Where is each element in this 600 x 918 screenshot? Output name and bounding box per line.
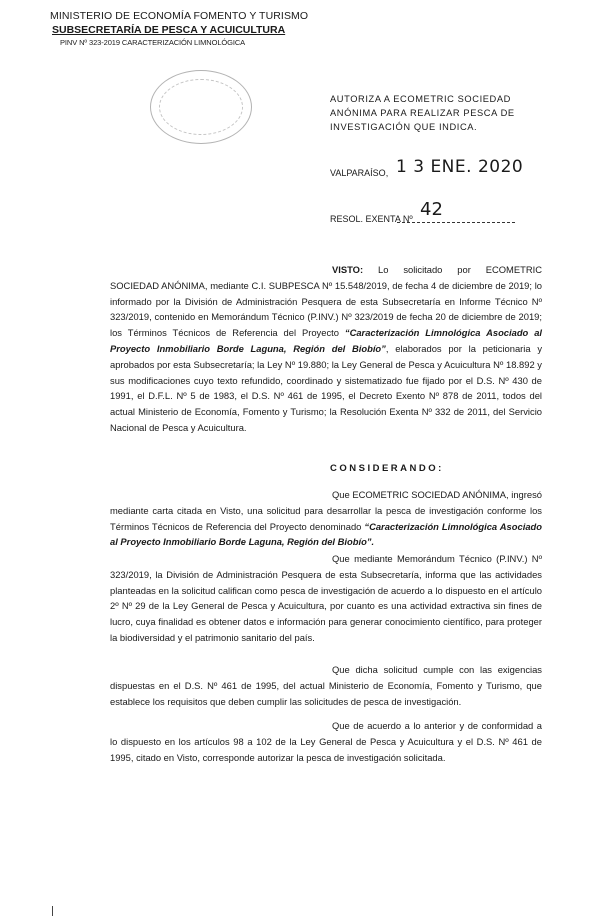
place-label: VALPARAÍSO,: [330, 168, 389, 178]
visto-text-2: , elaborados por la peticionaria y aprobados por esta Subsecretaría; la Ley Nº 19.880; la Ley General de Pesca y Acuicultura Nº 18.892 y sus modificaciones cuyo texto refundido, coordinado y sistematizado fue fijado por el D.S. Nº 430 de 1991, el D.F.L. Nº 5 de 1983, el D.S. Nº 461 de 1995, el Decreto Exento Nº 878 de 2011, todos del actual Ministerio de Economía, Fomento y Turismo; la Resolución Exenta Nº 332 de 2011, del Servicio Nacional de Pesca y Acuicultura.: [110, 342, 543, 433]
scan-edge-mark: [52, 906, 53, 916]
subsecretaria-name: SUBSECRETARÍA DE PESCA Y ACUICULTURA: [52, 24, 286, 36]
considerando-1-text: Que ECOMETRIC SOCIEDAD ANÓNIMA, ingresó mediante carta citada en Visto, una solicitud para desarrollar la pesca de investigación conforme los Términos Técnicos de Referencia del Proyecto denominado: [110, 489, 542, 532]
resolution-label: RESOL. EXENTA Nº: [330, 214, 413, 224]
considerando-paragraph-3: Que dicha solicitud cumple con las exigencias dispuestas en el D.S. Nº 461 de 1995, del actual Ministerio de Economía, Fomento y Turismo, que establece los requisitos que deben cumplir las solicitudes de pesca de investigación.: [110, 664, 542, 707]
visto-text-1: Lo solicitado por ECOMETRIC SOCIEDAD ANÓNIMA, mediante C.I. SUBPESCA Nº 15.548/2019, de fecha 4 de diciembre de 2019; lo informado por la División de Administración Pesquera de esta Subsecretaría en Informe Técnico Nº 323/2019, contenido en Memorándum Técnico (P.INV.) Nº 323/2019 de fecha 20 de diciembre de 2019; los Términos Técnicos de Referencia del Proyecto: [110, 264, 542, 339]
visto-paragraph: [110, 262, 542, 436]
considerando-heading: CONSIDERANDO:: [330, 463, 444, 474]
ministry-name: MINISTERIO DE ECONOMÍA FOMENTO Y TURISMO: [50, 10, 309, 22]
seal-inner-ring: [159, 79, 243, 135]
official-seal-stamp: [150, 70, 252, 144]
considerando-paragraph-1: [110, 487, 542, 550]
considerando-paragraph-4: Que de acuerdo a lo anterior y de conformidad a lo dispuesto en los artículos 98 a 102 de la Ley General de Pesca y Acuicultura y el D.S. Nº 461 de 1995, citado en Visto, corresponde autorizar la pesca de investigación solicitada.: [110, 720, 542, 763]
considerando-1-project-name: “Caracterización Limnológica Asociado al Proyecto Inmobiliario Borde Laguna, Región del Biobío”.: [110, 520, 542, 548]
visto-project-name: “Caracterización Limnológica Asociado al Proyecto Inmobiliario Borde Laguna, Región del Biobío”: [110, 327, 543, 354]
resolution-number: 42: [420, 199, 443, 220]
resolution-subject: AUTORIZA A ECOMETRIC SOCIEDAD ANÓNIMA PARA REALIZAR PESCA DE INVESTIGACIÓN QUE INDICA.: [330, 94, 515, 132]
document-reference: PINV Nº 323-2019 CARACTERIZACIÓN LIMNOLÓGICA: [60, 38, 246, 47]
resolution-number-rule: [397, 222, 515, 223]
considerando-paragraph-2: Que mediante Memorándum Técnico (P.INV.) Nº 323/2019, la División de Administración Pesquera de esta Subsecretaría, informa que las actividades planteadas en la solicitud califican como pesca de investigación de acuerdo a lo dispuesto en el artículo 2º Nº 29 de la Ley General de Pesca y Acuicultura, por cuanto es una actividad extractiva sin fines de lucro, cuya finalidad es obtener datos e información para generar conocimiento científico, para proteger la biodiversidad y el patrimonio sanitario del país.: [110, 553, 542, 643]
resolution-date-stamp: 1 3 ENE. 2020: [396, 157, 524, 177]
visto-label: VISTO:: [332, 264, 364, 275]
letterhead: [50, 10, 310, 49]
